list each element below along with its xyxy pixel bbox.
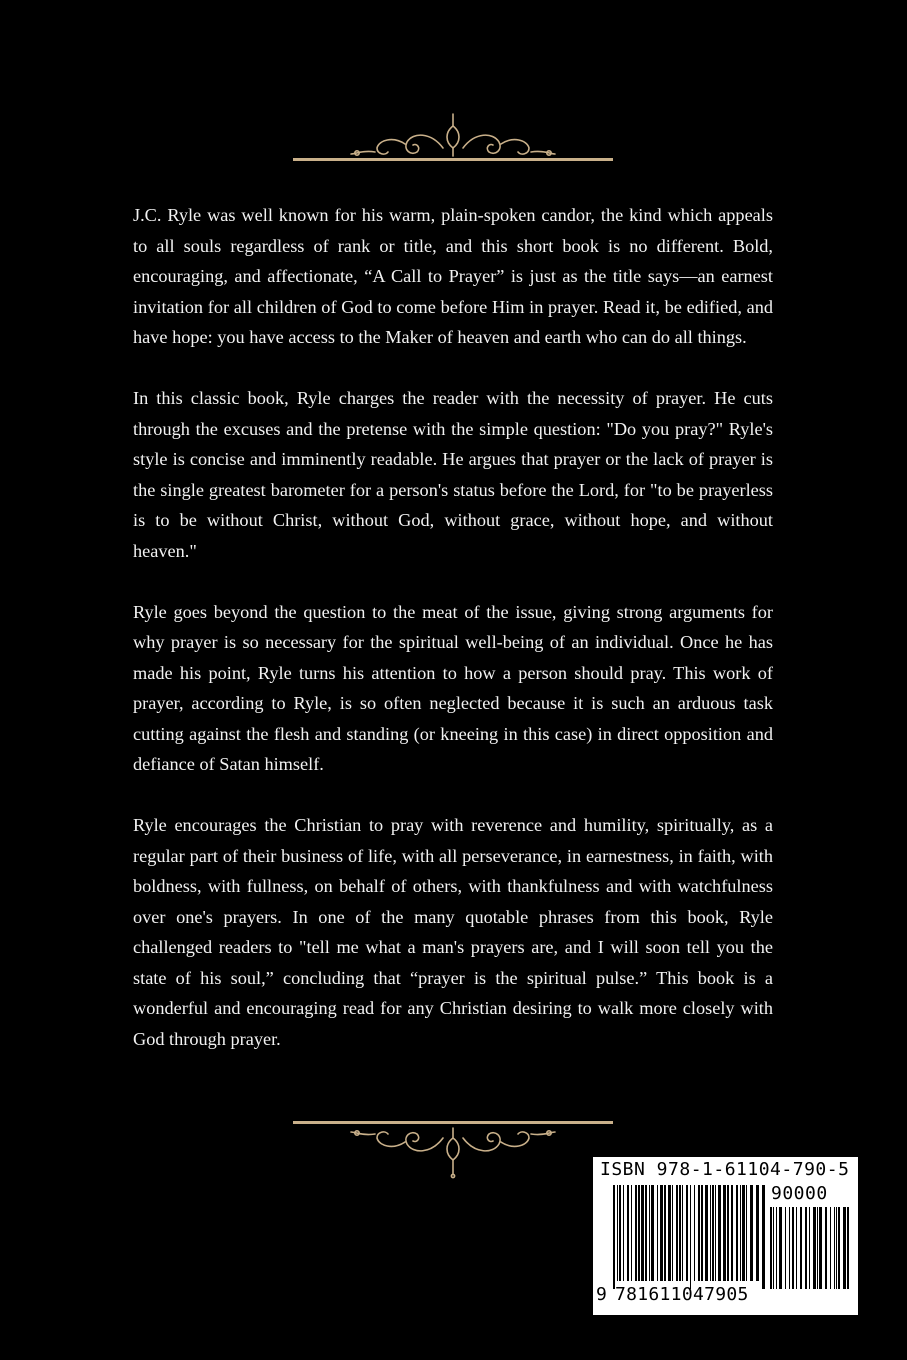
back-cover-description <box>133 200 773 1054</box>
paragraph-3: Ryle goes beyond the question to the meat of the issue, giving strong arguments for why prayer is so necessary for the spiritual well-being of an individual. Once he has made his point, Ryle turns his attention to how a person should pray. This work of prayer, according to Ryle, is so often neglected because it is such an arduous task cutting against the flesh and standing (or kneeing in this case) in direct opposition and defiance of Satan himself. <box>133 601 773 774</box>
ean-digits: 781611047905 <box>615 1284 749 1305</box>
bottom-scroll-ornament <box>293 1118 613 1180</box>
isbn-barcode <box>593 1157 858 1315</box>
paragraph-1: J.C. Ryle was well known for his warm, plain-spoken candor, the kind which appeals to all souls regardless of rank or title, and this short book is no different. Bold, encouraging, and affectionate, “A Call to Prayer” is just as the title says—an earnest invitation for all children of God to come before Him in prayer. Read it, be edified, and have hope: you have access to the Maker of heaven and earth who can do all things. <box>133 205 773 347</box>
isbn-label: ISBN 978-1-61104-790-5 <box>600 1159 850 1180</box>
paragraph-4: Ryle encourages the Christian to pray with reverence and humility, spiritually, as a regular part of their business of life, with all perseverance, in earnestness, in faith, with boldness, with fullness, on behalf of others, with thankfulness and with watchfulness over one's prayers. In one of the many quotable phrases from this book, Ryle challenged readers to "tell me what a man's prayers are, and I will soon tell you the state of his soul,” concluding that “prayer is the spiritual pulse.” This book is a wonderful and encouraging read for any Christian desiring to walk more closely with God through prayer. <box>133 815 773 1049</box>
top-scroll-ornament <box>293 110 613 166</box>
price-code: 90000 <box>771 1183 828 1204</box>
paragraph-2: In this classic book, Ryle charges the reader with the necessity of prayer. He cuts through the excuses and the pretense with the simple question: "Do you pray?" Ryle's style is concise and imminently readable. He argues that prayer or the lack of prayer is the single greatest barometer for a person's status before the Lord, for "to be prayerless is to be without Christ, without God, without grace, without hope, and without heaven." <box>133 388 773 561</box>
ean-first-digit: 9 <box>596 1284 607 1305</box>
